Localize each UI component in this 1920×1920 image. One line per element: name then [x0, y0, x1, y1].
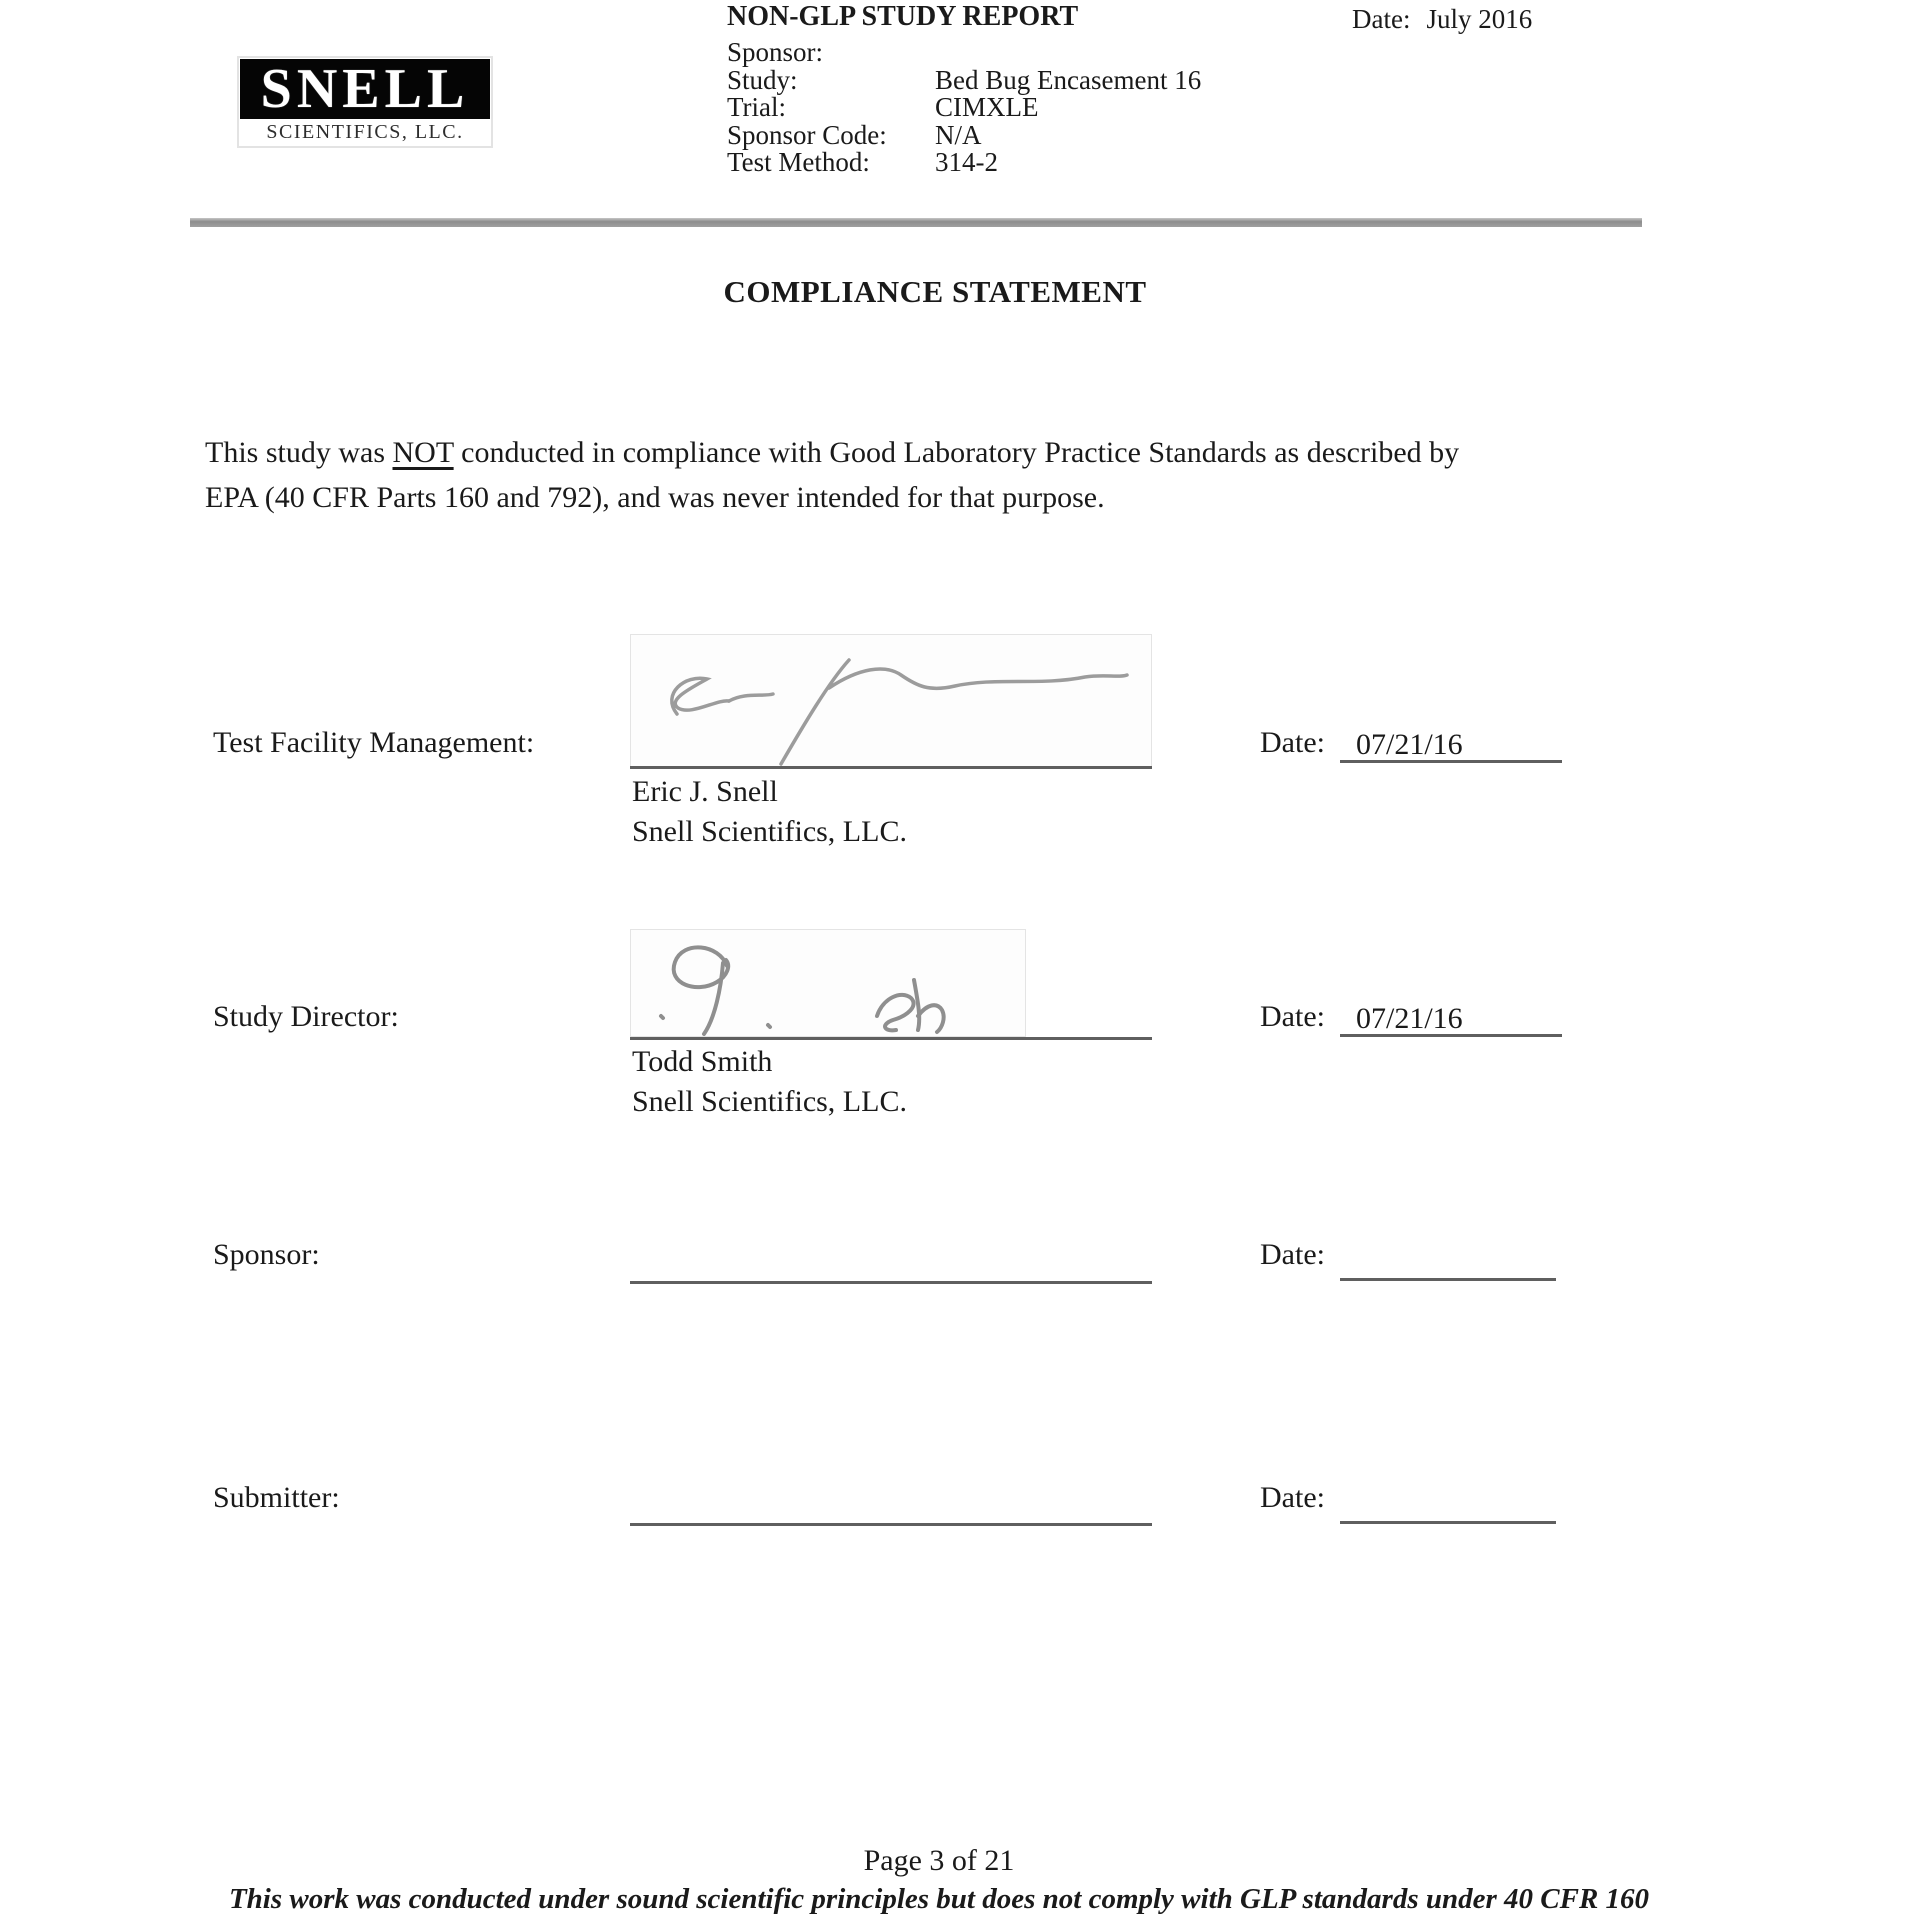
eric-snell-signature-icon	[631, 636, 1151, 766]
page-title: COMPLIANCE STATEMENT	[723, 274, 1147, 309]
header-fields	[727, 39, 1201, 177]
header-field-sponsor-code	[727, 119, 1201, 150]
header-date-value: July 2016	[1426, 4, 1533, 34]
date-value-line	[1340, 1488, 1556, 1524]
page-number: Page 3 of 21	[863, 1844, 1015, 1877]
paragraph-line-2: EPA (40 CFR Parts 160 and 792), and was never intended for that purpose.	[205, 481, 1105, 514]
header-field-study	[727, 64, 1202, 95]
field-label: Sponsor Code:	[727, 119, 887, 150]
field-value: CIMXLE	[935, 92, 1039, 123]
field-value: Bed Bug Encasement 16	[935, 64, 1202, 95]
field-label: Sponsor:	[727, 37, 824, 67]
footer-disclaimer: This work was conducted under sound scientific principles but does not comply with GLP standards under 40 CFR 160	[228, 1883, 1650, 1915]
field-label: Study:	[727, 64, 798, 95]
company-logo	[237, 56, 493, 148]
signature-role-label: Test Facility Management:	[213, 726, 535, 759]
header-field-sponsor	[727, 39, 1201, 67]
signatory-company: Snell Scientifics, LLC.	[632, 1085, 907, 1118]
signature-line	[630, 766, 1152, 769]
date-label: Date:	[1260, 726, 1325, 759]
date-value-line: 07/21/16	[1340, 1001, 1562, 1037]
compliance-paragraph	[205, 430, 1675, 520]
todd-smith-signature-icon	[631, 930, 1025, 1036]
signature-line	[630, 1523, 1152, 1526]
signature-line	[630, 1281, 1152, 1284]
signatory-block	[632, 1042, 907, 1122]
signatory-company: Snell Scientifics, LLC.	[632, 815, 907, 848]
logo-wordmark: SNELL	[240, 59, 490, 119]
report-type-heading: NON-GLP STUDY REPORT	[727, 1, 1079, 32]
signature-role-label: Study Director:	[213, 1000, 399, 1033]
signature-role-label: Submitter:	[213, 1481, 340, 1514]
date-label: Date:	[1260, 1000, 1325, 1033]
field-value: N/A	[935, 119, 982, 150]
field-value: 314-2	[935, 147, 998, 178]
header-field-trial	[727, 94, 1201, 122]
signatory-name: Todd Smith	[632, 1045, 773, 1078]
signatory-block	[632, 772, 907, 852]
signatory-name: Eric J. Snell	[632, 775, 778, 808]
field-label: Trial:	[727, 92, 787, 123]
date-value-line: 07/21/16	[1340, 727, 1562, 763]
date-label: Date:	[1260, 1481, 1325, 1514]
signature-image-todd-smith	[630, 929, 1026, 1037]
field-value	[935, 39, 1201, 67]
header-date	[1352, 4, 1532, 34]
field-label: Test Method:	[727, 147, 870, 178]
header-divider-rule	[190, 218, 1642, 227]
header-date-label: Date:	[1352, 4, 1411, 34]
signature-role-label: Sponsor:	[213, 1238, 320, 1271]
header-field-test-method	[727, 149, 1201, 177]
signature-image-eric-snell	[630, 634, 1152, 767]
underlined-not: NOT	[392, 436, 454, 469]
date-label: Date:	[1260, 1238, 1325, 1271]
logo-subtitle: SCIENTIFICS, LLC.	[266, 121, 464, 143]
signature-line	[630, 1037, 1152, 1040]
paragraph-line-1: This study was NOT conducted in compliance with Good Laboratory Practice Standards as described by	[205, 436, 1460, 469]
date-value-line	[1340, 1245, 1556, 1281]
